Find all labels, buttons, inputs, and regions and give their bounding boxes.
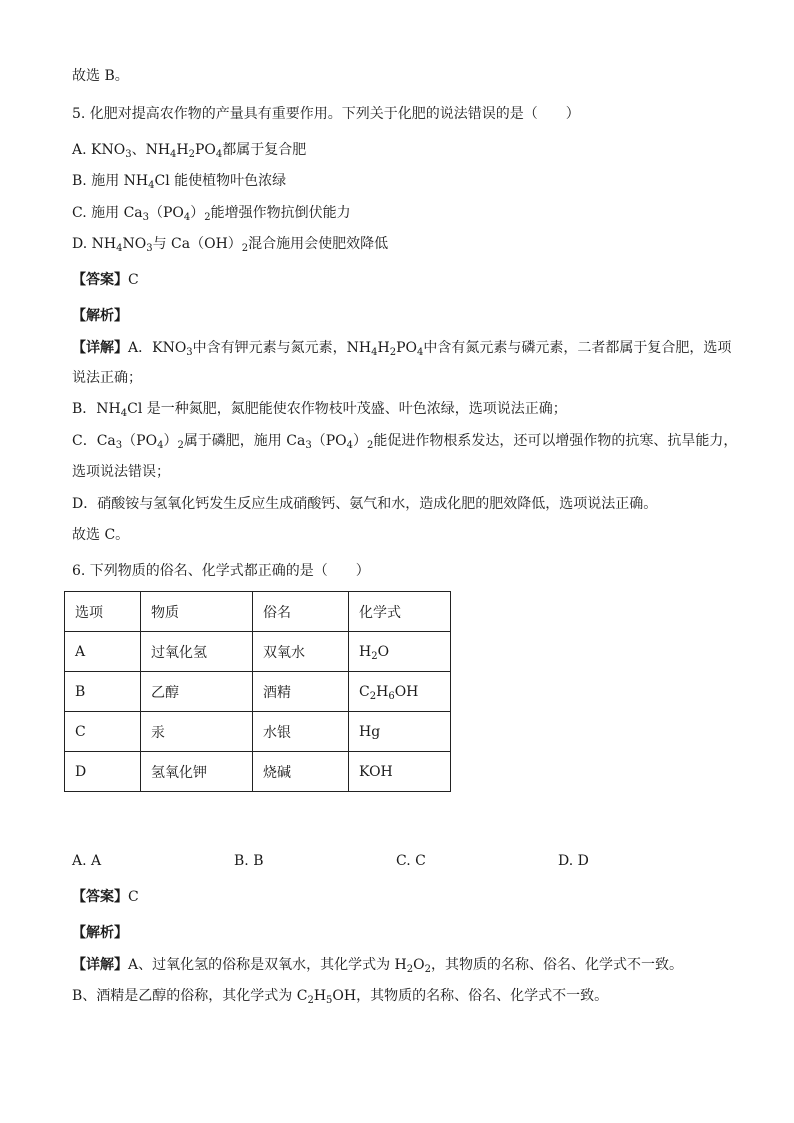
table-cell-substance: 氢氧化钾 (141, 752, 253, 792)
table-cell-common-name: 水银 (253, 712, 349, 752)
table-cell-common-name: 酒精 (253, 672, 349, 712)
answer-value: C (128, 272, 139, 288)
q5-explanation-a-cont: 说法正确； (72, 370, 142, 386)
q5-answer (72, 270, 139, 290)
table-header-cell: 物质 (141, 592, 253, 632)
table-header-cell: 选项 (65, 592, 141, 632)
q6-explanation-b: B、酒精是乙醇的俗称，其化学式为 $C_2H_5OH$，其物质的名称、俗名、化学式不一致。 (72, 988, 609, 1006)
table-cell-formula: Hg (349, 712, 451, 752)
q6-option-d: D. D (558, 853, 589, 869)
q5-option-a: A. $KNO_3$、$NH_4H_2PO_4$都属于复合肥 (72, 142, 307, 160)
q6-explanation-a: 【详解】A、过氧化氢的俗称是双氧水，其化学式为 $H_2O_2$，其物质的名称、俗名、化学式不一致。 (72, 957, 684, 975)
table-header-cell: 俗名 (253, 592, 349, 632)
q5-analysis-label: 【解析】 (72, 308, 128, 324)
q5-explanation-c: C．$Ca_3(PO_4)_2$属于磷肥，施用 $Ca_3(PO_4)_2$能促进作物根系发达，还可以增强作物的抗寒、抗旱能力， (72, 433, 738, 451)
answer-label: 【答案】 (72, 889, 128, 905)
table-cell-substance: 汞 (141, 712, 253, 752)
table-cell-substance: 过氧化氢 (141, 632, 253, 672)
q6-table (64, 591, 451, 792)
q5-explanation-a: 【详解】A．$KNO_3$中含有钾元素与氮元素，$NH_4H_2PO_4$中含有氮元素与磷元素，二者都属于复合肥，选项 (72, 340, 732, 358)
table-header-cell: 化学式 (349, 592, 451, 632)
answer-value: C (128, 889, 139, 905)
table-row (65, 632, 451, 672)
q5-option-b: B. 施用 $NH_4Cl$ 能使植物叶色浓绿 (72, 173, 287, 191)
table-cell-option: A (65, 632, 141, 672)
table-row (65, 712, 451, 752)
q6-option-b: B. B (234, 853, 264, 869)
table-row (65, 672, 451, 712)
q6-option-c: C. C (396, 853, 426, 869)
table-cell-option: B (65, 672, 141, 712)
table-cell-formula: KOH (349, 752, 451, 792)
q6-option-a: A. A (72, 853, 102, 869)
table-header-row (65, 592, 451, 632)
q6-analysis-label: 【解析】 (72, 925, 128, 941)
table-cell-formula: $C_2H_6OH$ (349, 672, 451, 712)
answer-label: 【答案】 (72, 272, 128, 288)
question-6-stem: 6. 下列物质的俗名、化学式都正确的是（ ） (72, 563, 370, 579)
table-cell-common-name: 烧碱 (253, 752, 349, 792)
table-row (65, 752, 451, 792)
q6-answer (72, 887, 139, 907)
q5-explanation-b: B．$NH_4Cl$ 是一种氮肥，氮肥能使农作物枝叶茂盛、叶色浓绿，选项说法正确； (72, 401, 567, 419)
previous-conclusion: 故选 B。 (72, 68, 129, 84)
table-cell-common-name: 双氧水 (253, 632, 349, 672)
question-5-stem: 5. 化肥对提高农作物的产量具有重要作用。下列关于化肥的说法错误的是（ ） (72, 106, 580, 122)
q5-explanation-d: D．硝酸铵与氢氧化钙发生反应生成硝酸钙、氨气和水，造成化肥的肥效降低，选项说法正确。 (72, 496, 658, 512)
table-cell-option: D (65, 752, 141, 792)
table-cell-formula: $H_2O$ (349, 632, 451, 672)
q5-explanation-c-cont: 选项说法错误； (72, 464, 170, 480)
table-cell-substance: 乙醇 (141, 672, 253, 712)
q5-option-d: D. $NH_4NO_3$与 $Ca(OH)_2$混合施用会使肥效降低 (72, 236, 389, 254)
q5-option-c: C. 施用 $Ca_3(PO_4)_2$能增强作物抗倒伏能力 (72, 205, 351, 223)
table-cell-option: C (65, 712, 141, 752)
q5-conclusion: 故选 C。 (72, 527, 130, 543)
